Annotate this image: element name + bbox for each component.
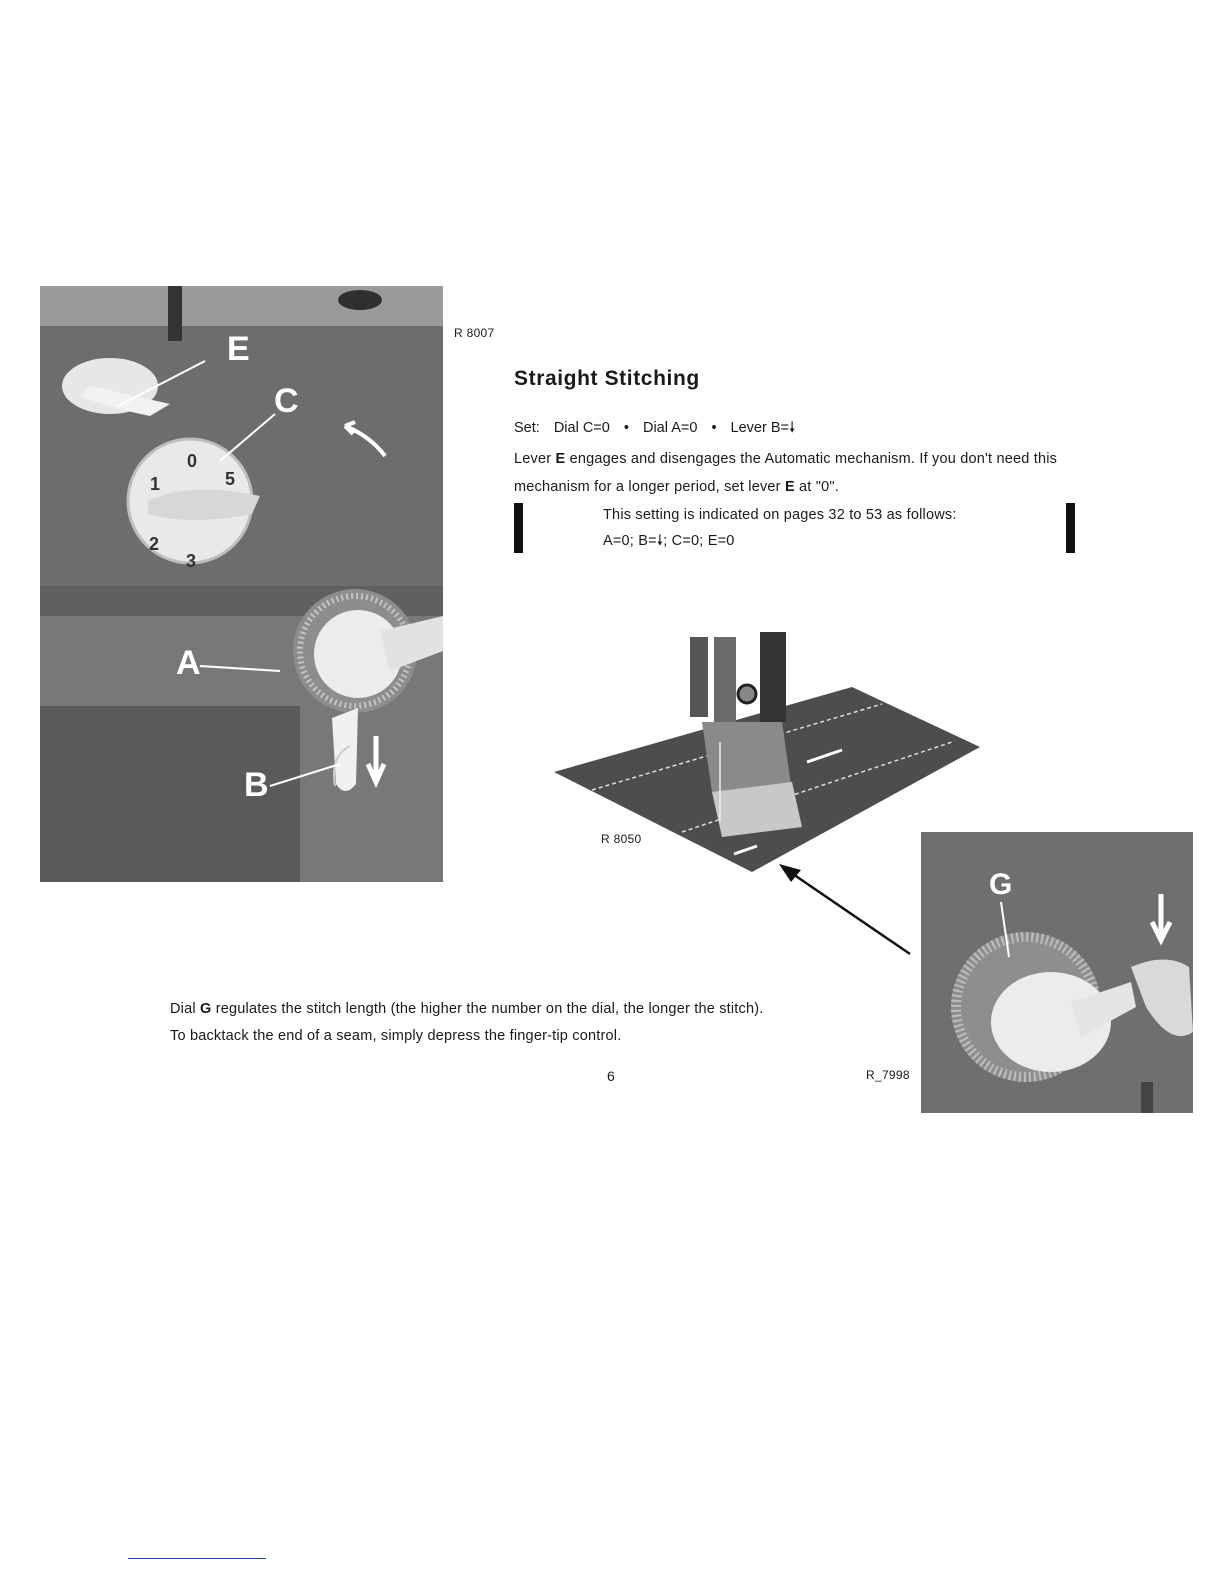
- dial-c-number: 0: [187, 451, 198, 471]
- figure-code-r7998: R_7998: [866, 1068, 910, 1082]
- setting-lever-b: Lever B=🠗: [730, 420, 796, 436]
- footer-line: [128, 1558, 266, 1559]
- settings-label: Set:: [514, 420, 540, 436]
- note-bar-right: [1066, 503, 1075, 553]
- dial-c-number: 2: [149, 534, 160, 554]
- note-line-1: This setting is indicated on pages 32 to 53 as follows:: [603, 507, 957, 523]
- dial-c-number: 3: [186, 551, 197, 571]
- page-title: Straight Stitching: [514, 367, 700, 390]
- note-line-2: A=0; B=🠗; C=0; E=0: [603, 533, 735, 549]
- setting-dial-c: Dial C=0: [553, 420, 610, 436]
- lever-e-bold: E: [784, 479, 795, 495]
- lever-text-part: engages and disengages the Automatic mechanism. If you don't need this mechanism for a longer period, set lever: [514, 451, 1058, 495]
- dial-g-text-part: regulates the stitch length (the higher the number on the dial, the longer the stitch).: [211, 1001, 764, 1017]
- label-e: E: [227, 330, 250, 368]
- figure-code-r8007: R 8007: [454, 326, 495, 340]
- machine-photo-drawing: [40, 286, 443, 882]
- label-g: G: [989, 868, 1013, 901]
- lever-e-bold: E: [555, 451, 566, 467]
- label-b: B: [244, 766, 269, 804]
- machine-photo: [40, 286, 443, 882]
- dial-g-paragraph: [170, 996, 890, 1050]
- note-box: [603, 502, 1043, 554]
- pointer-arrow: [775, 860, 915, 960]
- dial-c-number: 5: [225, 469, 236, 489]
- dial-g-drawing: [921, 832, 1193, 1113]
- dial-g-bold: G: [200, 1001, 212, 1017]
- dial-g-photo: [921, 832, 1193, 1113]
- dial-c-number: 1: [150, 474, 161, 494]
- label-a: A: [176, 644, 201, 682]
- dial-g-line-2: To backtack the end of a seam, simply depress the finger-tip control.: [170, 1028, 622, 1044]
- setting-separator: •: [623, 420, 629, 436]
- setting-separator: •: [711, 420, 717, 436]
- figure-code-r8050: R 8050: [601, 832, 642, 846]
- label-c: C: [274, 382, 299, 420]
- lever-text-part: Lever: [514, 451, 556, 467]
- lever-text-part: at "0".: [794, 479, 839, 495]
- setting-dial-a: Dial A=0: [642, 420, 698, 436]
- dial-g-text-part: Dial: [170, 1001, 201, 1017]
- note-bar-left: [514, 503, 523, 553]
- lever-e-paragraph: [514, 445, 1084, 501]
- settings-line: [514, 417, 805, 442]
- dial-g-line-1: [170, 996, 890, 1023]
- page-number: 6: [607, 1068, 615, 1084]
